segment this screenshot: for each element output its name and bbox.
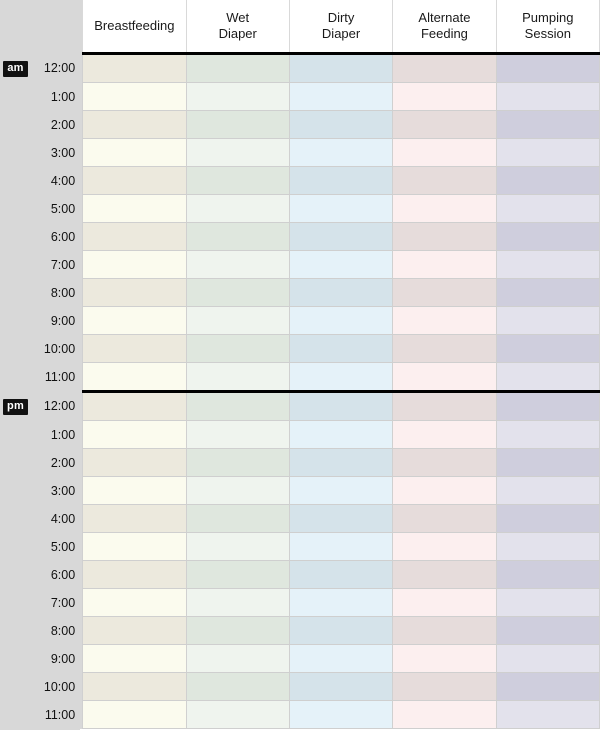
log-cell[interactable] bbox=[393, 421, 496, 449]
period-cell bbox=[0, 111, 31, 139]
log-cell[interactable] bbox=[289, 505, 392, 533]
table-row bbox=[0, 111, 600, 139]
log-cell[interactable] bbox=[83, 392, 186, 421]
log-cell[interactable] bbox=[186, 449, 289, 477]
period-cell bbox=[0, 645, 31, 673]
column-header-line2: Diaper bbox=[218, 26, 257, 41]
time-label: 8:00 bbox=[31, 617, 83, 645]
time-label: 6:00 bbox=[31, 561, 83, 589]
period-cell bbox=[0, 139, 31, 167]
time-label: 12:00 bbox=[31, 392, 83, 421]
log-cell[interactable] bbox=[83, 251, 186, 279]
table-row bbox=[0, 421, 600, 449]
log-cell[interactable] bbox=[289, 54, 392, 83]
time-label: 5:00 bbox=[31, 533, 83, 561]
log-cell[interactable] bbox=[393, 363, 496, 392]
log-cell[interactable] bbox=[186, 139, 289, 167]
time-label: 9:00 bbox=[31, 645, 83, 673]
period-cell bbox=[0, 363, 31, 392]
table-row bbox=[0, 83, 600, 111]
log-cell[interactable] bbox=[83, 111, 186, 139]
log-cell[interactable] bbox=[83, 195, 186, 223]
log-cell[interactable] bbox=[83, 673, 186, 701]
log-cell[interactable] bbox=[186, 251, 289, 279]
log-cell[interactable] bbox=[496, 83, 599, 111]
log-cell[interactable] bbox=[289, 561, 392, 589]
log-cell[interactable] bbox=[83, 167, 186, 195]
log-cell[interactable] bbox=[496, 279, 599, 307]
log-cell[interactable] bbox=[289, 111, 392, 139]
time-label: 9:00 bbox=[31, 307, 83, 335]
table-row bbox=[0, 195, 600, 223]
log-cell[interactable] bbox=[83, 223, 186, 251]
log-cell[interactable] bbox=[83, 617, 186, 645]
log-cell[interactable] bbox=[393, 54, 496, 83]
table-row bbox=[0, 54, 600, 83]
log-cell[interactable] bbox=[496, 449, 599, 477]
time-label: 11:00 bbox=[31, 363, 83, 392]
log-cell[interactable] bbox=[393, 223, 496, 251]
log-cell[interactable] bbox=[83, 54, 186, 83]
time-label: 3:00 bbox=[31, 477, 83, 505]
log-cell[interactable] bbox=[496, 645, 599, 673]
time-label: 2:00 bbox=[31, 111, 83, 139]
log-cell[interactable] bbox=[496, 307, 599, 335]
column-header-line2: Feeding bbox=[420, 26, 468, 41]
log-cell[interactable] bbox=[393, 251, 496, 279]
period-cell bbox=[0, 589, 31, 617]
log-cell[interactable] bbox=[393, 701, 496, 729]
log-cell[interactable] bbox=[393, 505, 496, 533]
column-header-line2: Session bbox=[524, 26, 571, 41]
time-label: 5:00 bbox=[31, 195, 83, 223]
log-cell[interactable] bbox=[186, 673, 289, 701]
log-cell[interactable] bbox=[393, 392, 496, 421]
time-label: 6:00 bbox=[31, 223, 83, 251]
log-cell[interactable] bbox=[83, 335, 186, 363]
log-cell[interactable] bbox=[186, 533, 289, 561]
time-label: 4:00 bbox=[31, 505, 83, 533]
log-cell[interactable] bbox=[186, 54, 289, 83]
log-cell[interactable] bbox=[496, 195, 599, 223]
log-cell[interactable] bbox=[186, 561, 289, 589]
log-cell[interactable] bbox=[393, 307, 496, 335]
log-cell[interactable] bbox=[83, 561, 186, 589]
log-cell[interactable] bbox=[496, 673, 599, 701]
log-cell[interactable] bbox=[496, 335, 599, 363]
header-blank-time bbox=[31, 0, 83, 54]
log-cell[interactable] bbox=[393, 335, 496, 363]
log-cell[interactable] bbox=[496, 392, 599, 421]
column-header-line1: Wet bbox=[226, 9, 250, 25]
log-cell[interactable] bbox=[289, 673, 392, 701]
log-cell[interactable] bbox=[186, 223, 289, 251]
log-cell[interactable] bbox=[496, 223, 599, 251]
log-cell[interactable] bbox=[496, 701, 599, 729]
header-row bbox=[0, 0, 600, 54]
period-cell bbox=[0, 561, 31, 589]
log-cell[interactable] bbox=[83, 139, 186, 167]
time-label: 11:00 bbox=[31, 701, 83, 729]
log-cell[interactable] bbox=[496, 617, 599, 645]
table-row bbox=[0, 673, 600, 701]
period-cell bbox=[0, 701, 31, 729]
log-cell[interactable] bbox=[186, 589, 289, 617]
log-cell[interactable] bbox=[186, 279, 289, 307]
log-cell[interactable] bbox=[393, 673, 496, 701]
column-header-line2: Diaper bbox=[321, 26, 361, 41]
table-row bbox=[0, 533, 600, 561]
column-header-breastfeeding bbox=[83, 0, 186, 54]
log-cell[interactable] bbox=[393, 589, 496, 617]
time-label: 7:00 bbox=[31, 589, 83, 617]
time-label: 3:00 bbox=[31, 139, 83, 167]
column-header-line1: Breastfeeding bbox=[94, 17, 175, 33]
log-cell[interactable] bbox=[289, 645, 392, 673]
table-header bbox=[0, 0, 600, 54]
log-cell[interactable] bbox=[496, 54, 599, 83]
log-cell[interactable] bbox=[496, 589, 599, 617]
time-label: 1:00 bbox=[31, 83, 83, 111]
period-cell bbox=[0, 673, 31, 701]
time-label: 10:00 bbox=[31, 673, 83, 701]
period-cell bbox=[0, 505, 31, 533]
log-cell[interactable] bbox=[289, 392, 392, 421]
time-label: 7:00 bbox=[31, 251, 83, 279]
log-cell[interactable] bbox=[393, 139, 496, 167]
table-row bbox=[0, 251, 600, 279]
log-cell[interactable] bbox=[496, 139, 599, 167]
log-cell[interactable] bbox=[186, 645, 289, 673]
log-cell[interactable] bbox=[289, 533, 392, 561]
log-cell[interactable] bbox=[496, 363, 599, 392]
table-row bbox=[0, 617, 600, 645]
log-cell[interactable] bbox=[289, 167, 392, 195]
column-header-line1: Dirty bbox=[327, 9, 355, 25]
log-cell[interactable] bbox=[496, 421, 599, 449]
log-cell[interactable] bbox=[186, 505, 289, 533]
column-header-dirty-diaper bbox=[289, 0, 392, 54]
log-cell[interactable] bbox=[393, 167, 496, 195]
log-cell[interactable] bbox=[289, 307, 392, 335]
log-cell[interactable] bbox=[393, 111, 496, 139]
log-cell[interactable] bbox=[496, 167, 599, 195]
log-cell[interactable] bbox=[496, 533, 599, 561]
log-cell[interactable] bbox=[186, 701, 289, 729]
log-cell[interactable] bbox=[83, 505, 186, 533]
period-cell bbox=[0, 54, 31, 83]
log-cell[interactable] bbox=[289, 223, 392, 251]
log-cell[interactable] bbox=[83, 421, 186, 449]
period-cell bbox=[0, 335, 31, 363]
table-row bbox=[0, 223, 600, 251]
log-cell[interactable] bbox=[393, 477, 496, 505]
log-cell[interactable] bbox=[496, 477, 599, 505]
column-header-line1: Pumping bbox=[522, 9, 574, 25]
period-cell bbox=[0, 617, 31, 645]
log-cell[interactable] bbox=[393, 645, 496, 673]
column-header-alternate-feeding bbox=[393, 0, 496, 54]
table-row bbox=[0, 505, 600, 533]
log-cell[interactable] bbox=[83, 279, 186, 307]
log-cell[interactable] bbox=[289, 701, 392, 729]
log-cell[interactable] bbox=[186, 111, 289, 139]
log-cell[interactable] bbox=[496, 251, 599, 279]
log-cell[interactable] bbox=[496, 561, 599, 589]
log-cell[interactable] bbox=[289, 363, 392, 392]
log-cell[interactable] bbox=[393, 561, 496, 589]
period-cell bbox=[0, 392, 31, 421]
column-header-wet-diaper bbox=[186, 0, 289, 54]
log-cell[interactable] bbox=[186, 392, 289, 421]
table-body bbox=[0, 54, 600, 729]
log-cell[interactable] bbox=[393, 533, 496, 561]
time-label: 12:00 bbox=[31, 54, 83, 83]
log-cell[interactable] bbox=[186, 421, 289, 449]
log-cell[interactable] bbox=[393, 195, 496, 223]
log-cell[interactable] bbox=[83, 477, 186, 505]
table-row bbox=[0, 279, 600, 307]
log-cell[interactable] bbox=[186, 363, 289, 392]
log-cell[interactable] bbox=[83, 701, 186, 729]
table-row bbox=[0, 449, 600, 477]
period-cell bbox=[0, 449, 31, 477]
log-cell[interactable] bbox=[289, 279, 392, 307]
period-cell bbox=[0, 83, 31, 111]
log-cell[interactable] bbox=[186, 167, 289, 195]
table-row bbox=[0, 701, 600, 729]
log-cell[interactable] bbox=[186, 307, 289, 335]
log-cell[interactable] bbox=[393, 83, 496, 111]
table-row bbox=[0, 363, 600, 392]
log-cell[interactable] bbox=[393, 279, 496, 307]
period-cell bbox=[0, 307, 31, 335]
time-label: 4:00 bbox=[31, 167, 83, 195]
log-cell[interactable] bbox=[186, 195, 289, 223]
time-label: 10:00 bbox=[31, 335, 83, 363]
table-row bbox=[0, 139, 600, 167]
period-cell bbox=[0, 251, 31, 279]
log-cell[interactable] bbox=[289, 195, 392, 223]
log-cell[interactable] bbox=[83, 363, 186, 392]
table-row bbox=[0, 589, 600, 617]
table-row bbox=[0, 477, 600, 505]
log-cell[interactable] bbox=[496, 505, 599, 533]
log-cell[interactable] bbox=[83, 449, 186, 477]
table-row bbox=[0, 392, 600, 421]
table-row bbox=[0, 167, 600, 195]
period-cell bbox=[0, 421, 31, 449]
log-cell[interactable] bbox=[186, 83, 289, 111]
column-header-line1: Alternate bbox=[418, 9, 471, 25]
period-cell bbox=[0, 477, 31, 505]
log-cell[interactable] bbox=[83, 589, 186, 617]
time-label: 1:00 bbox=[31, 421, 83, 449]
log-cell[interactable] bbox=[83, 645, 186, 673]
log-cell[interactable] bbox=[186, 617, 289, 645]
log-cell[interactable] bbox=[289, 421, 392, 449]
period-badge: am bbox=[3, 61, 27, 77]
log-cell[interactable] bbox=[393, 617, 496, 645]
time-label: 8:00 bbox=[31, 279, 83, 307]
log-cell[interactable] bbox=[83, 83, 186, 111]
log-cell[interactable] bbox=[186, 335, 289, 363]
period-cell bbox=[0, 279, 31, 307]
period-cell bbox=[0, 195, 31, 223]
table-row bbox=[0, 335, 600, 363]
header-blank-period bbox=[0, 0, 31, 54]
log-cell[interactable] bbox=[289, 477, 392, 505]
period-cell bbox=[0, 223, 31, 251]
table-row bbox=[0, 307, 600, 335]
log-cell[interactable] bbox=[289, 617, 392, 645]
log-cell[interactable] bbox=[496, 111, 599, 139]
log-cell[interactable] bbox=[289, 83, 392, 111]
log-cell[interactable] bbox=[289, 139, 392, 167]
time-label: 2:00 bbox=[31, 449, 83, 477]
log-cell[interactable] bbox=[83, 533, 186, 561]
period-badge: pm bbox=[3, 399, 28, 415]
log-cell[interactable] bbox=[289, 335, 392, 363]
period-cell bbox=[0, 533, 31, 561]
log-cell[interactable] bbox=[289, 589, 392, 617]
period-cell bbox=[0, 167, 31, 195]
column-header-pumping-session bbox=[496, 0, 599, 54]
log-cell[interactable] bbox=[289, 449, 392, 477]
log-cell[interactable] bbox=[186, 477, 289, 505]
table-row bbox=[0, 645, 600, 673]
table-row bbox=[0, 561, 600, 589]
log-cell[interactable] bbox=[393, 449, 496, 477]
log-cell[interactable] bbox=[289, 251, 392, 279]
log-cell[interactable] bbox=[83, 307, 186, 335]
